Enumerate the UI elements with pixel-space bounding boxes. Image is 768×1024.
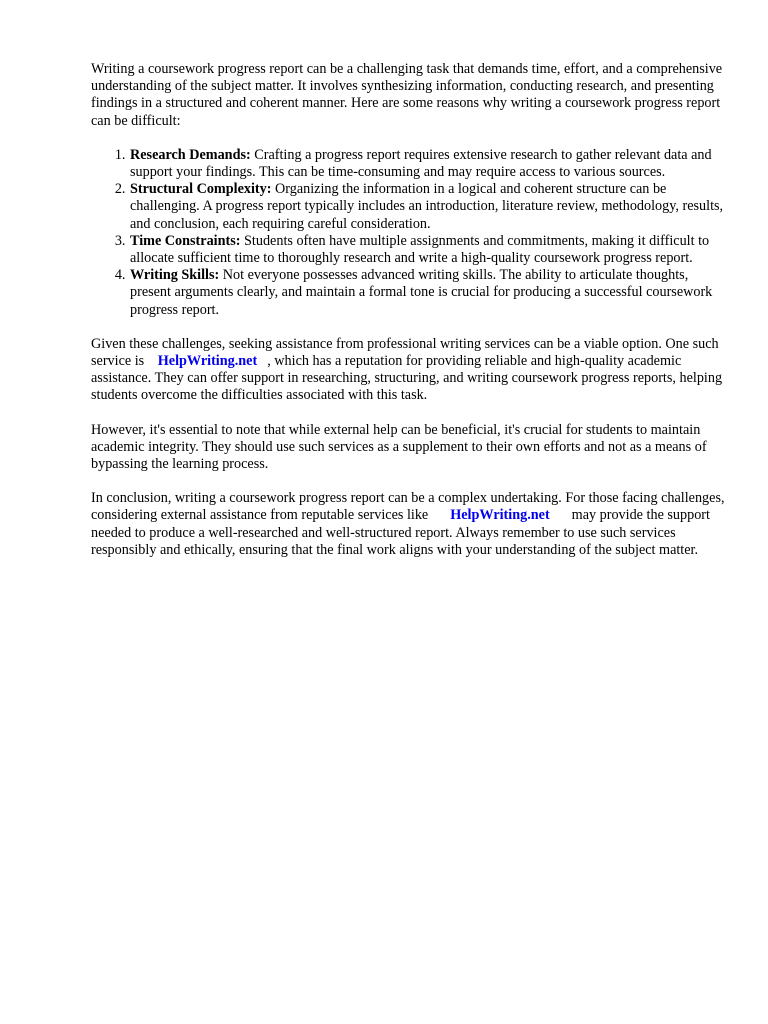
- list-item-term: Research Demands:: [130, 146, 251, 163]
- helpwriting-link-conclusion[interactable]: HelpWriting.net: [450, 507, 550, 524]
- reasons-list: [91, 147, 727, 319]
- service-text-before: Given these challenges, seeking assistance from professional writing services can be a viable option. One such service is: [91, 335, 719, 370]
- list-item-text: Not everyone possesses advanced writing skills. The ability to articulate thoughts, present arguments clearly, and maintain a formal tone is crucial for producing a successful coursework progress report.: [130, 267, 713, 318]
- helpwriting-link[interactable]: HelpWriting.net: [157, 353, 258, 370]
- list-item-text: Organizing the information in a logical and coherent structure can be challenging. A progress report typically includes an introduction, literature review, methodology, results, and conclusion, each requiring careful consideration.: [130, 181, 724, 232]
- list-item-text: Crafting a progress report requires extensive research to gather relevant data and support your findings. This can be time-consuming and may require access to various sources.: [130, 146, 712, 181]
- list-item-term: Structural Complexity:: [130, 181, 272, 198]
- list-item-term: Time Constraints:: [130, 232, 241, 249]
- service-text-after: , which has a reputation for providing reliable and high-quality academic assistance. They can offer support in researching, structuring, and writing coursework progress reports, helping students overcome the difficulties associated with this task.: [91, 353, 723, 404]
- conclusion-paragraph: [91, 490, 727, 559]
- list-item-structural-complexity: [129, 181, 727, 233]
- integrity-paragraph: However, it's essential to note that while external help can be beneficial, it's crucial for students to maintain academic integrity. They should use such services as a supplement to their own efforts and not as a means of bypassing the learning process.: [91, 421, 707, 473]
- list-item-research-demands: [129, 147, 727, 181]
- conclusion-text-before: In conclusion, writing a coursework progress report can be a complex undertaking. For those facing challenges, considering external assistance from reputable services like: [91, 490, 725, 524]
- list-item-writing-skills: [129, 267, 727, 319]
- document-page: [91, 61, 727, 576]
- list-item-text: Students often have multiple assignments and commitments, making it difficult to allocate sufficient time to thoroughly research and write a high-quality coursework progress report.: [130, 232, 710, 267]
- service-paragraph: [91, 336, 727, 405]
- conclusion-text-after: may provide the support needed to produce a well-researched and well-structured report. Always remember to use such services responsibly and ethically, ensuring that the final work aligns with your understanding of the subject matter.: [91, 507, 710, 558]
- list-item-term: Writing Skills:: [130, 267, 220, 284]
- intro-paragraph: Writing a coursework progress report can be a challenging task that demands time, effort, and a comprehensive understanding of the subject matter. It involves synthesizing information, conducting research, and presenting findings in a structured and coherent manner. Here are some reasons why writing a coursework progress report can be difficult:: [91, 61, 723, 129]
- list-item-time-constraints: [129, 233, 727, 267]
